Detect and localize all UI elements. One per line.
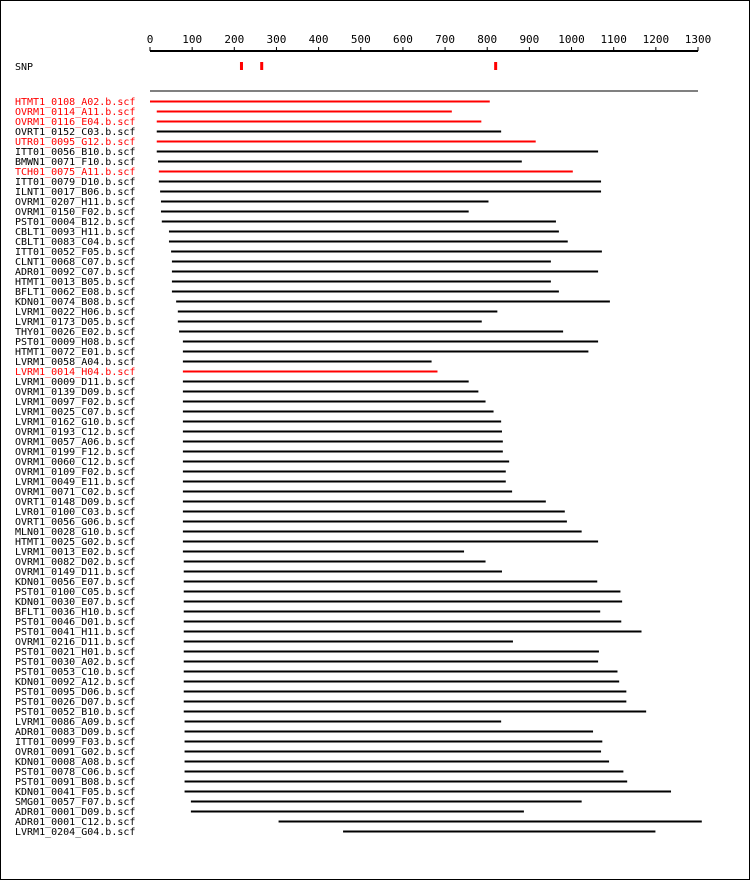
read-name: OVRM1_0116_E04.b.scf xyxy=(15,117,136,128)
axis-tick-label: 0 xyxy=(146,33,154,46)
read-name: HTMT1_0013_B05.b.scf xyxy=(15,277,136,288)
read-name: KDN01_0074_B08.b.scf xyxy=(15,297,136,308)
snp-track xyxy=(15,62,497,73)
read-name: LVRM1_0022_H06.b.scf xyxy=(15,307,136,318)
read-row xyxy=(15,827,655,838)
read-name: OVRM1_0071_C02.b.scf xyxy=(15,487,136,498)
read-name: HTMT1_0072_E01.b.scf xyxy=(15,347,136,358)
read-name: ADR01_0092_C07.b.scf xyxy=(15,267,136,278)
axis-tick-label: 600 xyxy=(392,33,413,46)
axis-tick-label: 200 xyxy=(224,33,245,46)
position-axis xyxy=(147,33,712,51)
snp-mark xyxy=(494,62,497,70)
read-name: PST01_0041_H11.b.scf xyxy=(15,627,136,638)
read-name: LVR01_0100_C03.b.scf xyxy=(15,507,136,518)
snp-mark xyxy=(240,62,243,70)
read-name: ITT01_0052_F05.b.scf xyxy=(15,247,136,258)
read-name: LVRM1_0014_H04.b.scf xyxy=(15,367,136,378)
read-name: LVRM1_0086_A09.b.scf xyxy=(15,717,136,728)
read-name: HTMT1_0108_A02.b.scf xyxy=(15,97,136,108)
read-name: OVRM1_0060_C12.b.scf xyxy=(15,457,136,468)
read-name: LVRM1_0204_G04.b.scf xyxy=(15,827,136,838)
read-list xyxy=(15,97,702,838)
read-name: PST01_0026_D07.b.scf xyxy=(15,697,136,708)
read-name: LVRM1_0049_E11.b.scf xyxy=(15,477,136,488)
read-name: LVRM1_0162_G10.b.scf xyxy=(15,417,136,428)
read-name: PST01_0004_B12.b.scf xyxy=(15,217,136,228)
read-name: ILNT1_0017_B06.b.scf xyxy=(15,187,136,198)
read-name: PST01_0053_C10.b.scf xyxy=(15,667,136,678)
read-name: MLN01_0028_G10.b.scf xyxy=(15,527,136,538)
axis-tick-label: 1100 xyxy=(600,33,627,46)
read-name: BFLT1_0062_E08.b.scf xyxy=(15,287,136,298)
axis-tick-label: 1300 xyxy=(684,33,712,46)
read-name: OVRM1_0207_H11.b.scf xyxy=(15,197,136,208)
read-name: BFLT1_0036_H10.b.scf xyxy=(15,607,136,618)
read-name: KDN01_0092_A12.b.scf xyxy=(15,677,136,688)
read-name: OVR01_0091_G02.b.scf xyxy=(15,747,136,758)
read-name: BMWN1_0071_F10.b.scf xyxy=(15,157,136,168)
read-name: OVRT1_0152_C03.b.scf xyxy=(15,127,136,138)
read-name: ADR01_0001_C12.b.scf xyxy=(15,817,136,828)
read-name: UTR01_0095_G12.b.scf xyxy=(15,137,136,148)
axis-tick-label: 400 xyxy=(308,33,329,46)
read-name: OVRT1_0148_D09.b.scf xyxy=(15,497,136,508)
read-name: ADR01_0083_D09.b.scf xyxy=(15,727,136,738)
read-name: PST01_0095_D06.b.scf xyxy=(15,687,136,698)
alignment-chart xyxy=(1,1,749,879)
axis-tick-label: 300 xyxy=(266,33,287,46)
read-name: CBLT1_0083_C04.b.scf xyxy=(15,237,136,248)
read-name: ITT01_0079_D10.b.scf xyxy=(15,177,136,188)
read-name: OVRT1_0056_G06.b.scf xyxy=(15,517,136,528)
read-name: PST01_0052_B10.b.scf xyxy=(15,707,136,718)
read-name: OVRM1_0139_D09.b.scf xyxy=(15,387,136,398)
read-name: OVRM1_0150_F02.b.scf xyxy=(15,207,136,218)
read-name: KDN01_0030_E07.b.scf xyxy=(15,597,136,608)
read-name: CLNT1_0068_C07.b.scf xyxy=(15,257,136,268)
read-name: LVRM1_0173_D05.b.scf xyxy=(15,317,136,328)
read-name: PST01_0100_C05.b.scf xyxy=(15,587,136,598)
read-name: ADR01_0001_D09.b.scf xyxy=(15,807,136,818)
read-name: PST01_0021_H01.b.scf xyxy=(15,647,136,658)
read-name: OVRM1_0082_D02.b.scf xyxy=(15,557,136,568)
read-name: PST01_0009_H08.b.scf xyxy=(15,337,136,348)
read-name: OVRM1_0057_A06.b.scf xyxy=(15,437,136,448)
read-name: KDN01_0008_A08.b.scf xyxy=(15,757,136,768)
read-name: LVRM1_0013_E02.b.scf xyxy=(15,547,136,558)
axis-tick-label: 100 xyxy=(182,33,203,46)
read-name: SMG01_0057_F07.b.scf xyxy=(15,797,136,808)
read-name: LVRM1_0097_F02.b.scf xyxy=(15,397,136,408)
read-name: KDN01_0041_F05.b.scf xyxy=(15,787,136,798)
snp-mark xyxy=(260,62,263,70)
read-name: TCH01_0075_A11.b.scf xyxy=(15,167,136,178)
read-name: LVRM1_0009_D11.b.scf xyxy=(15,377,136,388)
read-name: ITT01_0099_F03.b.scf xyxy=(15,737,136,748)
axis-tick-label: 1000 xyxy=(558,33,585,46)
axis-tick-label: 500 xyxy=(350,33,371,46)
read-name: OVRM1_0114_A11.b.scf xyxy=(15,107,136,118)
read-name: KDN01_0056_E07.b.scf xyxy=(15,577,136,588)
read-name: PST01_0046_D01.b.scf xyxy=(15,617,136,628)
read-name: CBLT1_0093_H11.b.scf xyxy=(15,227,136,238)
read-name: OVRM1_0193_C12.b.scf xyxy=(15,427,136,438)
axis-tick-label: 700 xyxy=(435,33,456,46)
snp-label: SNP xyxy=(15,62,34,73)
read-name: PST01_0091_B08.b.scf xyxy=(15,777,136,788)
read-name: ITT01_0056_B10.b.scf xyxy=(15,147,136,158)
read-name: LVRM1_0058_A04.b.scf xyxy=(15,357,136,368)
read-name: OVRM1_0109_F02.b.scf xyxy=(15,467,136,478)
read-name: LVRM1_0025_C07.b.scf xyxy=(15,407,136,418)
axis-tick-label: 900 xyxy=(519,33,540,46)
read-name: OVRM1_0216_D11.b.scf xyxy=(15,637,136,648)
read-name: THY01_0026_E02.b.scf xyxy=(15,327,136,338)
axis-tick-label: 1200 xyxy=(642,33,670,46)
read-name: HTMT1_0025_G02.b.scf xyxy=(15,537,136,548)
read-name: PST01_0030_A02.b.scf xyxy=(15,657,136,668)
read-name: OVRM1_0199_F12.b.scf xyxy=(15,447,136,458)
axis-tick-label: 800 xyxy=(477,33,498,46)
read-name: PST01_0078_C06.b.scf xyxy=(15,767,136,778)
read-name: OVRM1_0149_D11.b.scf xyxy=(15,567,136,578)
